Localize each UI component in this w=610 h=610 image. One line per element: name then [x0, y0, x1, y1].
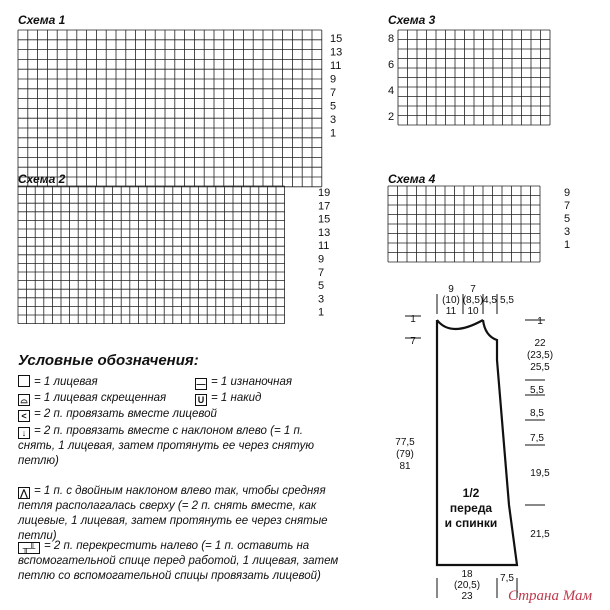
scheme-2-row-number: 5 [318, 280, 325, 293]
right-dim-2: 22 [534, 338, 546, 349]
scheme-1-row-number: 3 [330, 114, 337, 126]
scheme-3-title: Схема 3 [388, 13, 436, 27]
scheme-4-row-number: 5 [564, 213, 571, 225]
legend-item-ssk: ↓ = 2 п. провязать вместе с наклоном влево (= 1 п. снять, 1 лицевая, затем протянуть ее через снятую петлю) [18, 425, 314, 467]
scheme-2-row-number: 9 [318, 253, 325, 266]
watermark: Страна Мам [508, 588, 593, 604]
scheme-2-row-number: 1 [318, 306, 325, 319]
legend-item-purl: — = 1 изнаночная [196, 376, 292, 389]
piece-label-2: переда [449, 501, 493, 515]
piece-label-1: 1/2 [462, 486, 480, 500]
bottom-dim-2: (20,5) [453, 580, 481, 591]
left-dim-1: 1 [410, 314, 416, 325]
top-dim-1: 9 [448, 284, 454, 295]
right-dim-9: 21,5 [530, 529, 550, 540]
right-dim-6: 8,5 [530, 408, 544, 419]
bottom-dim-1: 18 [461, 569, 473, 580]
top-dim-5: (8,5) [462, 295, 484, 306]
scheme-3-grid [398, 30, 550, 125]
scheme-4-row-number: 9 [564, 187, 571, 199]
right-dim-8: 19,5 [530, 468, 550, 479]
scheme-4-row-number: 3 [564, 226, 571, 238]
scheme-1-row-number: 13 [330, 46, 343, 59]
left-dim-4: (79) [396, 449, 414, 460]
bottom-dim-3: 23 [461, 591, 473, 602]
scheme-4-row-number: 7 [564, 200, 571, 212]
scheme-2-row-number: 13 [318, 226, 331, 239]
scheme-2-row-number: 17 [318, 200, 331, 213]
scheme-2-grid [18, 186, 285, 324]
scheme-4-title: Схема 4 [388, 172, 436, 186]
legend-item-yarn-over: U = 1 накид [195, 391, 261, 406]
top-dim-2: (10) [442, 295, 460, 306]
top-dim-7: 4,5 [483, 295, 497, 306]
bottom-dim-4: 7,5 [500, 573, 514, 584]
top-dim-6: 10 [467, 306, 479, 317]
legend-heading: Условные обозначения: [18, 352, 199, 369]
scheme-2-row-number: 15 [318, 213, 331, 226]
scheme-4-row-number: 1 [564, 239, 571, 251]
scheme-1-row-number: 15 [330, 33, 343, 45]
scheme-2-row-number: 11 [318, 240, 330, 253]
right-dim-1: 1 [537, 316, 543, 327]
scheme-2-row-number: 7 [318, 266, 325, 279]
scheme-4-grid [388, 186, 540, 262]
scheme-3-row-number: 2 [388, 111, 395, 123]
scheme-2-title: Схема 2 [18, 172, 66, 186]
scheme-2-row-number: 19 [318, 187, 331, 199]
legend-item-k2tog: < = 2 п. провязать вместе лицевой [18, 407, 217, 422]
legend-item-double-decrease: ⋀ = 1 п. с двойным наклоном влево так, чтобы средняя петля располагалась сверху (= 2 п. снять вместе, как лицевые, 1 лицевая, затем протянуть ее через снятые петли) [18, 485, 328, 542]
right-dim-7: 7,5 [530, 433, 544, 444]
piece-label-3: и спинки [444, 516, 498, 530]
right-dim-5: 5,5 [530, 385, 544, 396]
left-dim-3: 77,5 [395, 437, 415, 448]
scheme-1-row-number: 9 [330, 73, 337, 86]
top-dim-8: 5,5 [500, 295, 514, 306]
top-dim-4: 7 [470, 284, 476, 295]
left-dim-2: 7 [410, 336, 416, 347]
scheme-1-grid [18, 30, 322, 187]
scheme-1-row-number: 11 [330, 60, 342, 72]
scheme-2-row-number: 3 [318, 293, 325, 306]
top-dim-3: 11 [445, 306, 457, 317]
pattern-piece-diagram [385, 280, 610, 610]
right-dim-4: 25,5 [530, 362, 550, 373]
scheme-3-row-number: 4 [388, 85, 395, 97]
legend-item-twisted-knit: ⌓ = 1 лицевая скрещенная [18, 391, 166, 406]
scheme-3-row-number: 6 [388, 59, 395, 71]
right-dim-3: (23,5) [526, 350, 554, 361]
scheme-1-title: Схема 1 [18, 13, 66, 27]
left-dim-5: 81 [399, 461, 411, 472]
scheme-3-row-number: 8 [388, 33, 395, 45]
legend-item-knit: = 1 лицевая [18, 375, 98, 390]
legend-item-cross-left: ╥╨ = 2 п. перекрестить налево (= 1 п. оставить на вспомогательной спице перед работой, 1 лицевая, затем петлю со вспомогательной спицы провязать лицевой) [18, 540, 339, 582]
row-numbers [318, 33, 570, 319]
scheme-1-row-number: 7 [330, 87, 337, 99]
scheme-1-row-number: 5 [330, 100, 337, 113]
scheme-1-row-number: 1 [330, 127, 337, 140]
